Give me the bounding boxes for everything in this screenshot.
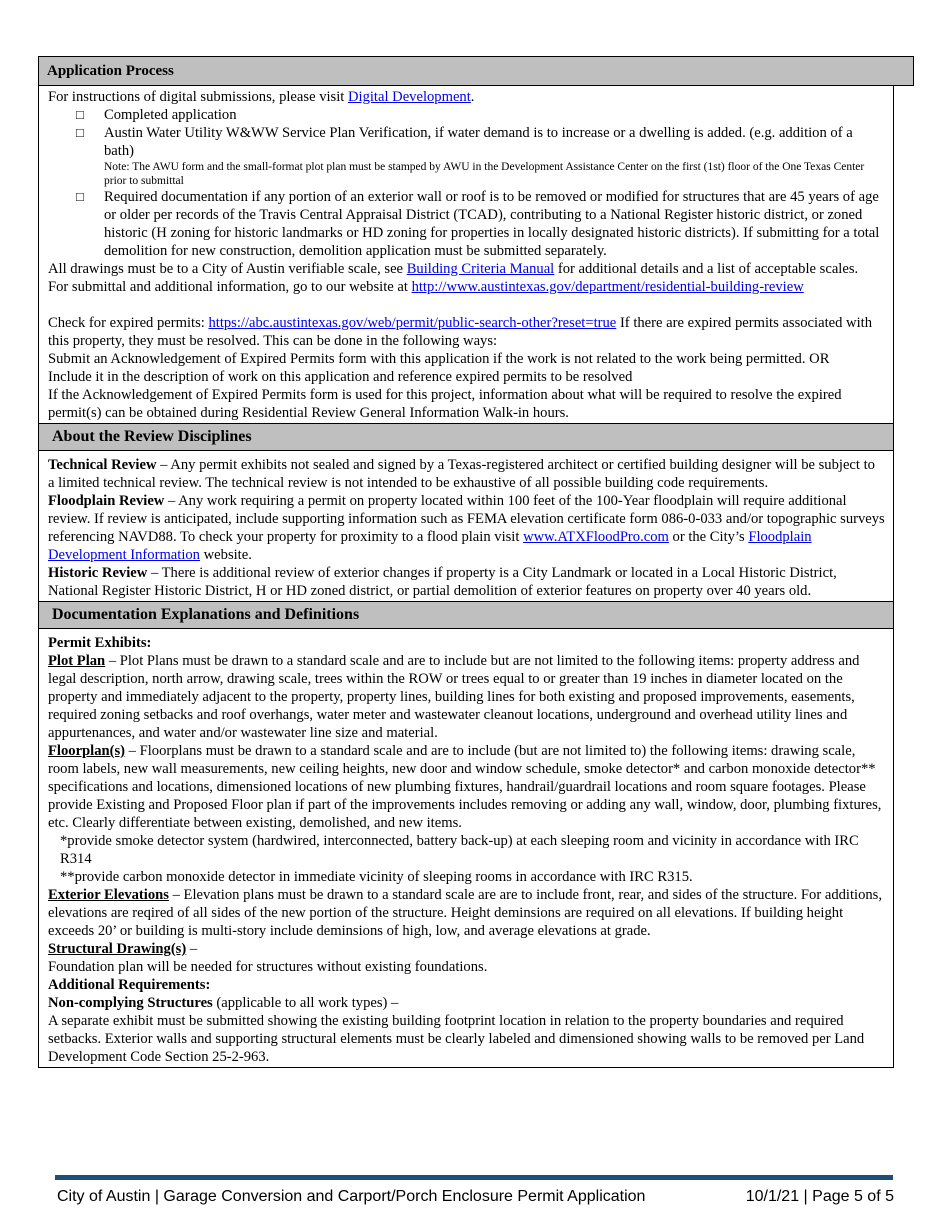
structural-drawings-text: Foundation plan will be needed for structures without existing foundations.	[48, 959, 488, 975]
checklist-item: □ Required documentation if any portion of an exterior wall or roof is to be removed or modified for structures that are 45 years of age or older per records of the Travis Central Appraisal District (TCAD), contributing to a National Register historic district, or zoned historic (H zoning for historic landmarks or HD zoning for properties in locally designated historic districts). If submitting for a total demolition for new construction, demolition application must be submitted separately.	[76, 189, 880, 259]
building-criteria-manual-link[interactable]: Building Criteria Manual	[406, 261, 555, 277]
requirements-checklist	[48, 106, 885, 160]
checkbox-icon[interactable]: □	[76, 107, 84, 122]
plot-plan-paragraph: Plot Plan – Plot Plans must be drawn to a standard scale and are to include but are not limited to the following items: property address and legal description, north arrow, drawing scale, trees within the ROW or trees equal to or greater than 19 inches in diameter located on the property and immediately adjacent to the property, property lines, building lines for both existing and proposed improvements, easements, required zoning setbacks and roof overhangs, water meter and wastewater cleanout locations, underground and overhead utility lines and appurtenances, and water and/or wastewater line size and material.	[48, 653, 860, 741]
checklist-item: □ Austin Water Utility W&WW Service Plan Verification, if water demand is to increase or a dwelling is added. (e.g. addition of a bath)	[76, 125, 853, 159]
expired-info: If the Acknowledgement of Expired Permits form is used for this project, information about what will be required to resolve the expired permit(s) can be obtained during Residential Review General Information Walk-in hours.	[48, 387, 842, 421]
footer-page-info: 10/1/21 | Page 5 of 5	[745, 1188, 894, 1205]
review-disciplines-header: About the Review Disciplines	[38, 423, 894, 451]
footer-rule	[55, 1175, 893, 1180]
application-process-header: Application Process	[38, 56, 914, 86]
floodplain-review-paragraph: Floodplain Review – Any work requiring a permit on property located within 100 feet of the 100-Year floodplain will require additional review. If review is anticipated, include supporting information such as FEMA elevation certificate form 086-0-033 and/or topographic surveys referencing NAVD88. To check your property for proximity to a flood plain visit www.ATXFloodPro.com or the City’s Floodplain Development Information website.	[48, 493, 885, 563]
requirements-checklist-continued	[48, 188, 885, 260]
digital-development-link[interactable]: Digital Development	[347, 89, 471, 105]
smoke-detector-note: *provide smoke detector system (hardwired, interconnected, battery back-up) at each sleeping room and vicinity in accordance with IRC R314	[60, 833, 859, 867]
non-complying-text: A separate exhibit must be submitted showing the existing building footprint location in relation to the property boundaries and required setbacks. Exterior walls and supporting structural elements must be clearly labeled and dimensioned showing walls to be removed per Land Development Code Section 25-2-963.	[48, 1013, 865, 1065]
additional-requirements-label: Additional Requirements:	[48, 977, 211, 993]
documentation-header: Documentation Explanations and Definitions	[38, 601, 894, 629]
expired-permits-link[interactable]: https://abc.austintexas.gov/web/permit/public-search-other?reset=true	[208, 315, 617, 331]
historic-review-paragraph: Historic Review – There is additional review of exterior changes if property is a City Landmark or located in a Local Historic District, National Register Historic District, H or HD zoned district, or partial demolition of exterior features on property over 40 years old.	[48, 565, 837, 599]
expired-permits-paragraph: Check for expired permits: https://abc.austintexas.gov/web/permit/public-search-other?reset=true If there are expired permits associated with this property, they must be resolved. This can be done in the following ways:	[48, 315, 872, 349]
document-page	[38, 56, 894, 1068]
submittal-paragraph: For submittal and additional information, go to our website at http://www.austintexas.gov/department/residential-building-review	[48, 279, 804, 295]
expired-option-1: Submit an Acknowledgement of Expired Permits form with this application if the work is not related to the work being permitted. OR	[48, 351, 830, 367]
review-disciplines-section	[38, 451, 894, 601]
intro-paragraph: For instructions of digital submissions, please visit Digital Development.	[48, 89, 475, 105]
expired-option-2: Include it in the description of work on this application and reference expired permits to be resolved	[48, 369, 633, 385]
co-detector-note: **provide carbon monoxide detector in immediate vicinity of sleeping rooms in accordance with IRC R315.	[60, 869, 693, 885]
checklist-item: □ Completed application	[76, 107, 237, 123]
permit-exhibits-label: Permit Exhibits:	[48, 635, 152, 651]
spacer	[48, 296, 885, 314]
atx-floodpro-link[interactable]: www.ATXFloodPro.com	[523, 529, 669, 545]
footer-title: City of Austin | Garage Conversion and Carport/Porch Enclosure Permit Application	[57, 1188, 646, 1205]
technical-review-paragraph: Technical Review – Any permit exhibits not sealed and signed by a Texas-registered architect or certified building designer will be subject to a limited technical review. The technical review is not intended to be exhaustive of all possible building code requirements.	[48, 457, 875, 491]
checkbox-icon[interactable]: □	[76, 125, 84, 140]
scale-paragraph: All drawings must be to a City of Austin verifiable scale, see Building Criteria Manual for additional details and a list of acceptable scales.	[48, 261, 859, 277]
application-process-section	[38, 86, 894, 423]
floodplain-development-link[interactable]: Floodplain Development Information	[48, 529, 812, 563]
documentation-section	[38, 629, 894, 1068]
awu-note: Note: The AWU form and the small-format plot plan must be stamped by AWU in the Development Assistance Center on the first (1st) floor of the One Texas Center prior to submittal	[104, 161, 865, 187]
checkbox-icon[interactable]: □	[76, 189, 84, 204]
residential-review-link[interactable]: http://www.austintexas.gov/department/residential-building-review	[411, 279, 804, 295]
non-complying-label: Non-complying Structures (applicable to all work types) –	[48, 995, 399, 1011]
structural-drawings-label: Structural Drawing(s) –	[48, 941, 198, 957]
floorplan-paragraph: Floorplan(s) – Floorplans must be drawn to a standard scale and are to include (but are not limited to) the following items: drawing scale, room labels, new wall measurements, new ceiling heights, new door and window schedule, smoke detector* and carbon monoxide detector** specifications and locations, dimensioned locations of new plumbing fixtures, handrail/guardrail locations and room square footages. Please provide Existing and Proposed Floor plan if part of the improvements includes removing or adding any wall, window, door, plumbing fixtures, etc. Clearly differentiate between existing, demolished, and new items.	[48, 743, 882, 831]
exterior-elevations-paragraph: Exterior Elevations – Elevation plans must be drawn to a standard scale are are to include front, rear, and sides of the structure. For additions, elevations are reqired of all sides of the new portion of the structure. Height deminsions are required on all elevations. If building height exceeds 20’ or building is multi-story include deminsions of high, low, and average elevations at grade.	[48, 887, 883, 939]
